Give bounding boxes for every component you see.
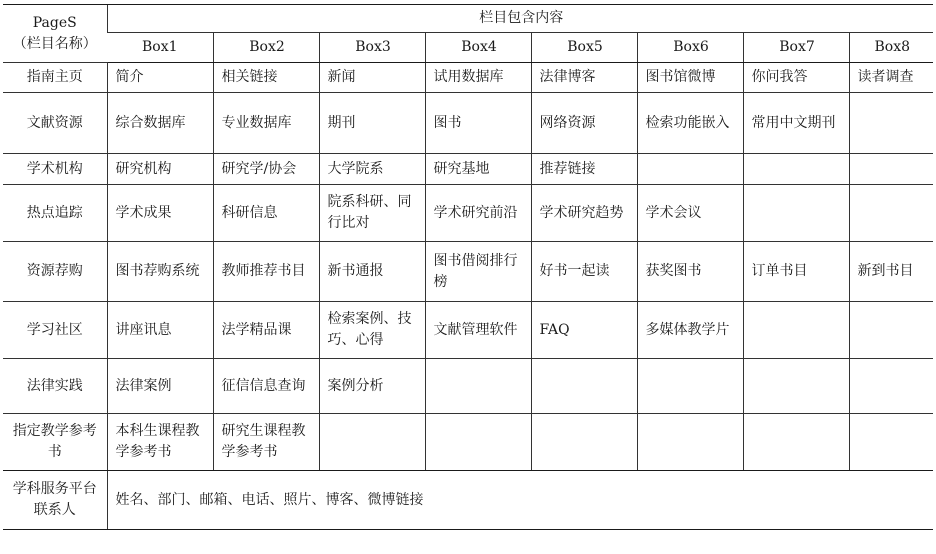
table-cell: 法律案例 (107, 359, 213, 414)
table-cell: 期刊 (319, 93, 425, 154)
table-cell: 本科生课程教学参考书 (107, 414, 213, 471)
table-cell (849, 414, 933, 471)
table-cell: 学术会议 (637, 185, 743, 242)
table-cell: 试用数据库 (425, 63, 531, 93)
table-cell (849, 93, 933, 154)
table-cell: 获奖图书 (637, 242, 743, 302)
table-cell (637, 154, 743, 185)
table-cell: 新闻 (319, 63, 425, 93)
table-cell: 简介 (107, 63, 213, 93)
row-name-cell: 学科服务平台联系人 (3, 471, 107, 530)
table-cell: 新到书目 (849, 242, 933, 302)
table-cell: 图书借阅排行榜 (425, 242, 531, 302)
table-cell (849, 359, 933, 414)
table-cell: 检索案例、技巧、心得 (319, 302, 425, 359)
row-name-cell: 热点追踪 (3, 185, 107, 242)
row-name-cell: 资源荐购 (3, 242, 107, 302)
contact-row (3, 471, 933, 530)
table-cell (319, 414, 425, 471)
row-name-cell: 学术机构 (3, 154, 107, 185)
table-row (3, 154, 933, 185)
table-cell (425, 414, 531, 471)
row-name-cell: 指定教学参考书 (3, 414, 107, 471)
table-cell: 文献管理软件 (425, 302, 531, 359)
table-cell: 案例分析 (319, 359, 425, 414)
table-cell (531, 359, 637, 414)
table-cell (849, 154, 933, 185)
table-cell: 学术研究趋势 (531, 185, 637, 242)
corner-label-column-name: （栏目名称） (12, 35, 97, 52)
table-cell: 研究生课程教学参考书 (213, 414, 319, 471)
box-header-1: Box1 (107, 33, 213, 63)
table-cell (425, 359, 531, 414)
table-cell: 法律博客 (531, 63, 637, 93)
header-row (3, 5, 933, 33)
table-cell: 科研信息 (213, 185, 319, 242)
table-cell: 大学院系 (319, 154, 425, 185)
box-header-6: Box6 (637, 33, 743, 63)
box-header-7: Box7 (743, 33, 849, 63)
table-cell: 学术成果 (107, 185, 213, 242)
table-cell: 网络资源 (531, 93, 637, 154)
table-cell: 教师推荐书目 (213, 242, 319, 302)
table-cell (637, 359, 743, 414)
table-cell: 订单书目 (743, 242, 849, 302)
table-row (3, 242, 933, 302)
row-name-cell: 法律实践 (3, 359, 107, 414)
table-cell: 你问我答 (743, 63, 849, 93)
portal-structure-table (3, 4, 933, 530)
table-cell: 检索功能嵌入 (637, 93, 743, 154)
table-cell (743, 154, 849, 185)
table-cell (743, 302, 849, 359)
table-cell: 推荐链接 (531, 154, 637, 185)
table-row (3, 185, 933, 242)
table-row (3, 63, 933, 93)
table-cell: 好书一起读 (531, 242, 637, 302)
table-cell: 常用中文期刊 (743, 93, 849, 154)
table-cell: 研究机构 (107, 154, 213, 185)
box-header-row (3, 33, 933, 63)
table-cell: 学术研究前沿 (425, 185, 531, 242)
row-name-cell: 学习社区 (3, 302, 107, 359)
table-cell (849, 302, 933, 359)
table-cell: 综合数据库 (107, 93, 213, 154)
row-name-cell: 指南主页 (3, 63, 107, 93)
box-header-4: Box4 (425, 33, 531, 63)
table-row (3, 302, 933, 359)
box-header-8: Box8 (849, 33, 933, 63)
table-row (3, 359, 933, 414)
row-name-cell: 文献资源 (3, 93, 107, 154)
table-cell: 图书馆微博 (637, 63, 743, 93)
table-cell (743, 414, 849, 471)
table-cell: 图书荐购系统 (107, 242, 213, 302)
table-cell: 研究学/协会 (213, 154, 319, 185)
table-cell: 研究基地 (425, 154, 531, 185)
table-cell: 相关链接 (213, 63, 319, 93)
table-cell (849, 185, 933, 242)
box-header-2: Box2 (213, 33, 319, 63)
table-cell: 征信信息查询 (213, 359, 319, 414)
corner-label-pages: PageS (32, 14, 77, 31)
table-cell: 法学精品课 (213, 302, 319, 359)
table-cell (743, 185, 849, 242)
table-cell (743, 359, 849, 414)
table-cell: 院系科研、同行比对 (319, 185, 425, 242)
table-row (3, 414, 933, 471)
table-cell: 讲座讯息 (107, 302, 213, 359)
table-cell: 读者调查 (849, 63, 933, 93)
table-cell: 专业数据库 (213, 93, 319, 154)
table-cell (531, 414, 637, 471)
table-body (3, 63, 933, 471)
contact-content-cell: 姓名、部门、邮箱、电话、照片、博客、微博链接 (107, 471, 933, 530)
table-cell: FAQ (531, 302, 637, 359)
corner-header-cell (3, 5, 107, 63)
box-header-3: Box3 (319, 33, 425, 63)
table-cell (637, 414, 743, 471)
content-group-header: 栏目包含内容 (107, 5, 933, 33)
table-cell: 图书 (425, 93, 531, 154)
box-header-5: Box5 (531, 33, 637, 63)
table-cell: 新书通报 (319, 242, 425, 302)
table-cell: 多媒体教学片 (637, 302, 743, 359)
table-row (3, 93, 933, 154)
